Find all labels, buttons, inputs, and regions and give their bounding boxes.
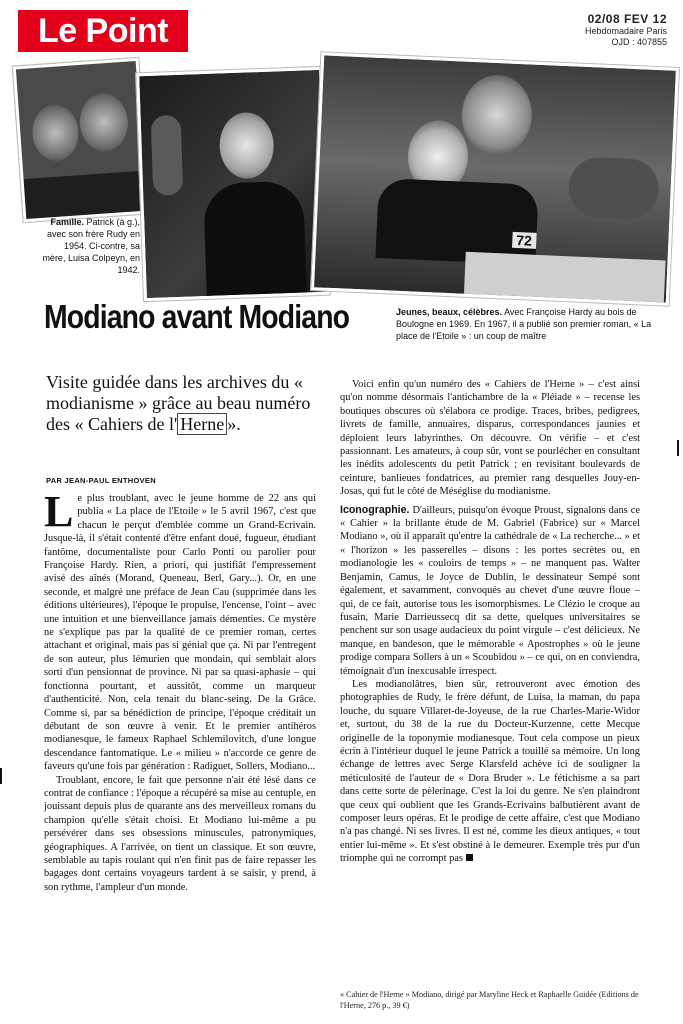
- scan-mark-left: [0, 768, 2, 784]
- article-lead: [46, 372, 316, 435]
- col2-p3-text: Les modianolâtres, bien sûr, retrouveront avec émotion des photographies de Rudy, le frère défunt, de Luisa, la maman, du papa louche, du square Villaret-de-Joyeuse, de la rue Charles-Marie-Widor et, surtout, du 38 de la rue du Docteur-Kurzenne, cette Mecque originelle de la toponymie modianesque. Tout cela compose un pieux écrin à l'intérieur duquel le jeune Patrick a touillé sa mémoire. Un long échange de lettres avec Serge Klarsfeld achève ici de souligner la méticulosité de l'auteur de « Dora Bruder ». Le fétichisme a sa part dans cette sorte de pèlerinage. C'est la loi du genre. Ne s'en plaindront que ceux qui oublient que les Grands-Ecrivains balbutièrent avant de composer leurs opéras. Et le prodige de cette affaire, c'est que Modiano n'a pas changé. Ni ses livres. Il est né, comme les dieux antiques, « tout entier lui-même ». Et s'est obstiné à le demeurer. Exemple très pur d'un triomphe qui ne corrompt pas: [340, 678, 640, 865]
- col2-paragraph-2: [340, 504, 640, 678]
- col2-p2-text: D'ailleurs, puisqu'on évoque Proust, signalons dans ce « Cahier » la brillante étude de M. Gabriel (Fabrice) sur « Marcel Modiano », où il apparaît qu'entre la cathédrale de « La recherche... » et « l'horizon » les passerelles – disons : les portes secrètes ou, en modianologie les « couloirs de temps » – ne manquent pas. Walter Benjamin, Camus, le Joyce de Dublin, le dessinateur Sempé sont également, et savamment, convoqués au chevet d'une œuvre floue – qui, de ce fait, autorise tous les isomorphismes. Le Clézio le croque au fusain, Marie Darrieussecq dit sa dette, quelques universitaires se penchent sur son usage audacieux du point virgule – c'est délicieux. Ne manque, en bandeson, que le mémorable « Apostrophes » où le jeune prodige compara Sollers à un « Scoubidou » – ce qui, on en conviendra, témoignait d'un inexcusable irrespect.: [340, 504, 640, 677]
- footnote: « Cahier de l'Herne » Modiano, dirigé par Maryline Heck et Raphaelle Guidée (Editions de l'Herne, 276 p., 39 €): [340, 990, 639, 1010]
- article-headline: Modiano avant Modiano: [44, 298, 350, 335]
- caption-family-kicker: Famille.: [50, 217, 84, 227]
- le-point-logo: Le Point: [18, 10, 188, 52]
- col2-kicker: Iconographie.: [340, 503, 410, 516]
- caption-young-text: Avec Françoise Hardy au bois de Boulogne en 1969. En 1967, il a publié son premier roman, « La place de l'Etoile » : un coup de maître: [396, 307, 652, 341]
- byline: PAR JEAN-PAUL ENTHOVEN: [46, 476, 156, 485]
- lead-herne-boxed: Herne: [177, 413, 227, 435]
- article-column-2: [340, 378, 640, 866]
- ojd-count: OJD : 407855: [611, 37, 667, 47]
- boat-number: 72: [512, 232, 536, 249]
- col2-paragraph-1: Voici enfin qu'un numéro des « Cahiers de l'Herne » – c'est ainsi qu'on nomme désormais l'antichambre de la « Pléiade » – recense les boutiques obscures où s'élabora ce prodige. Traces, bribes, pedigrees, livrets de famille, annuaires, disparus, correspondances jaunies et déploient leurs labyrinthes. On découvre. On vérifie – et c'est passionnant. Les amateurs, à coup sûr, vont se pourlécher en consultant les inédits adolescents du petit Patrick ; en revisitant boulevards de ceinture, banlieues fondatrices, au premier rang desquelles Jouy-en-Josas, qui fut le côté de Méséglise du modianisme.: [340, 379, 640, 498]
- caption-young-kicker: Jeunes, beaux, célèbres.: [396, 307, 503, 317]
- press-clipping-meta: [585, 12, 667, 48]
- photo-brothers: [13, 58, 150, 222]
- periodicity: Hebdomadaire Paris: [584, 26, 667, 36]
- photo-mother: [136, 67, 330, 301]
- end-mark-icon: [466, 854, 473, 861]
- issue-date: 02/08 FEV 12: [587, 12, 667, 26]
- caption-family: [40, 216, 140, 276]
- scan-mark-right: [677, 440, 679, 456]
- col1-paragraph-1: [44, 487, 316, 774]
- lead-text-end: ».: [227, 414, 241, 434]
- drop-cap: L: [44, 487, 74, 536]
- caption-family-text: Patrick (à g.), avec son frère Rudy en 1954. Ci-contre, sa mère, Luisa Colpeyn, en 1942.: [42, 217, 140, 275]
- lead-text: Visite guidée dans les archives du « modianisme » grâce au beau numéro des « Cahiers de l': [46, 372, 311, 434]
- col1-paragraph-2: Troublant, encore, le fait que personne n'ait été lésé dans ce contrat de confiance : l'époque a récupéré sa mise au centuple, en jouissant depuis plus de quarante ans des merveilleux romans du champion qu'elle s'était choisi. Et Modiano lui-même a pu persévérer dans ses obsessions minuscules, patronymiques, géographiques. A l'arrivée, on tient un classique. Et son œuvre, semblable au tapis roulant qui n'en finit pas de faire repasser les bagages dont certains voyageurs tardent à se saisir, y prend, à son rythme, l'ampleur d'un monde.: [44, 774, 316, 893]
- caption-young: [396, 306, 668, 342]
- col2-paragraph-3: [340, 678, 640, 866]
- photo-hardy-boat: [311, 52, 679, 305]
- article-column-1: [44, 487, 316, 894]
- col1-p1-text: e plus troublant, avec le jeune homme de 22 ans qui publia « La place de l'Etoile » le 5 avril 1967, c'est que chacun le perçut d'emblée comme un Grand-Ecrivain. Jusque-là, il s'était contenté d'être enfant doué, fugueur, étudiant fantôme, documentaliste pour Carlo Ponti ou parolier pour Françoise Hardy. Rien, a priori, qui justifiât l'empressement avisé des aînés (Morand, Queneau, Berl, Gary...). Or, en une seconde, et malgré une préface de Jean Cau (supprimée dans les éditions ultérieures), l'époque le propulse, l'encense, l'oint – avec une intuition et une bienveillance jamais démenties. Ce mystère ne s'explique pas par la qualité de ce premier roman, certes attachant et original, mais pas si génial que ça. Ni par l'entregent de son auteur, plus lémurien que mondain, qui semblait alors sorti d'un pensionnat de province. Ni par sa quasi-aphasie – qui fonctionna pourtant, et aussitôt, comme un marqueur d'authenticité. Non, cela tenait du blanc-seing. De la Grâce. Comme si, par sa bénédiction de principe, l'époque créditait un débutant de son œuvre à venir. Et le premier antihéros modianesque, le fameux Raphael Schlemilovitch, d'une longue descendance fantomatique. Le « milieu » n'accorde ce genre de faveurs qu'une fois par génération : Radiguet, Sollers, Modiano...: [44, 493, 316, 773]
